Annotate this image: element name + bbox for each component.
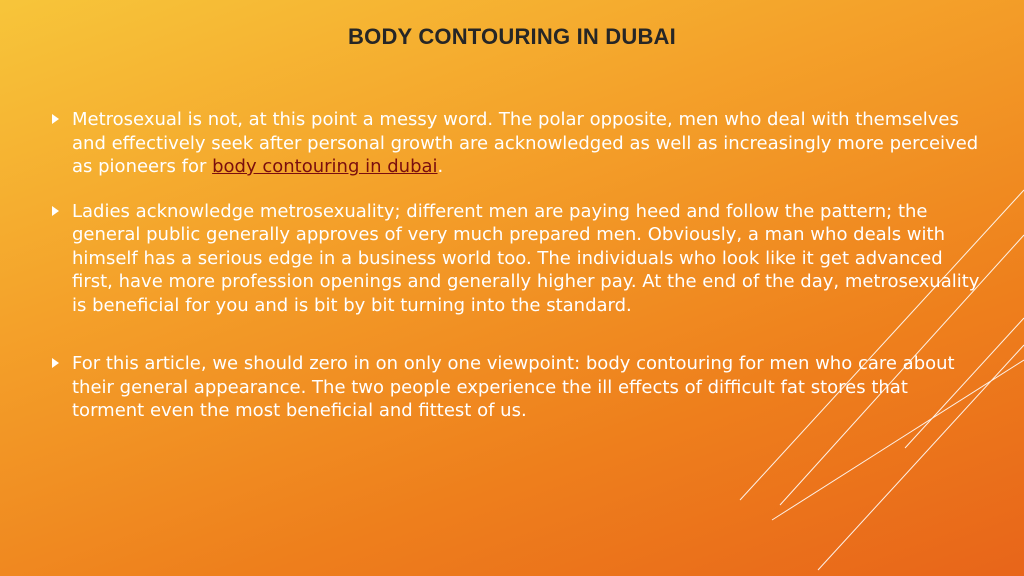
bullet-arrow-icon xyxy=(52,114,59,124)
bullet-arrow-icon xyxy=(52,358,59,368)
bullet-item-2 xyxy=(50,200,980,318)
bullet-1-text: Metrosexual is not, at this point a messy word. The polar opposite, men who deal with themselves and effectively seek after personal growth are acknowledged as well as increasingly more perceived as pioneers for xyxy=(72,109,979,177)
bullet-item-1 xyxy=(50,108,980,179)
body-contouring-link[interactable]: body contouring in dubai xyxy=(212,156,438,177)
bullet-item-3 xyxy=(50,352,980,423)
bullet-arrow-icon xyxy=(52,206,59,216)
bullet-2-text: Ladies acknowledge metrosexuality; different men are paying heed and follow the pattern; the general public generally approves of very much prepared men. Obviously, a man who deals with himself has a serious edge in a business world too. The individuals who look like it get advanced first, have more profession openings and generally higher pay. At the end of the day, metrosexuality is beneficial for you and is bit by bit turning into the standard. xyxy=(72,200,980,316)
bullet-1-text-end: . xyxy=(437,156,444,177)
slide-title: BODY CONTOURING IN DUBAI xyxy=(348,24,676,49)
bullet-3-text: For this article, we should zero in on only one viewpoint: body contouring for men who care about their general appearance. The two people experience the ill effects of difficult fat stores that torment even the most beneficial and fittest of us. xyxy=(72,353,955,421)
bullet-list xyxy=(50,108,980,423)
